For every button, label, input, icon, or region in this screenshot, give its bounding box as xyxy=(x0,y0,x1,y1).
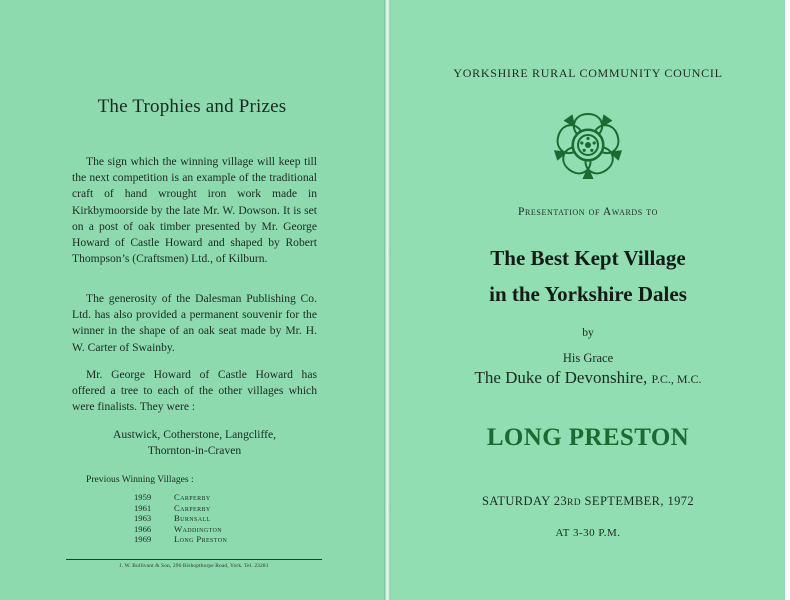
page-edge xyxy=(785,0,790,600)
winner-village: Waddington xyxy=(174,523,222,534)
trophies-title: The Trophies and Prizes xyxy=(97,96,287,117)
imprint-divider xyxy=(66,559,322,560)
date-day: SATURDAY 23 xyxy=(481,494,568,508)
his-grace-line: His Grace xyxy=(562,351,614,365)
winner-village: Carperby xyxy=(174,492,211,502)
event-headline xyxy=(391,240,785,312)
date-month-year: SEPTEMBER, 1972 xyxy=(581,494,695,508)
winner-year: 1966 xyxy=(134,523,152,534)
time-suffix: P.M. xyxy=(598,527,621,539)
winner-year: 1961 xyxy=(134,502,152,513)
trophy-sign-paragraph: The sign which the winning village will keep till the next competition is an example of the traditional craft of hand wrought iron work made in Kirkbymoorside by the late Mr. W. Dowson. It is set on a post of oak timber presented by Mr. George Howard of Castle Howard and shaped by Robert Thompson’s (Craftsmen) Ltd., of Kilburn. xyxy=(72,155,317,266)
printer-imprint: J. W. Bullivant & Son, 296 Bishopthorpe Road, York. Tel. 23281 xyxy=(119,563,269,569)
presenter-honours: P.C., M.C. xyxy=(651,372,702,386)
rose-emblem xyxy=(391,109,785,181)
date-suffix: RD xyxy=(567,498,582,508)
headline-line: The Best Kept Village xyxy=(490,246,686,270)
finalists-line: Austwick, Cotherstone, Langcliffe, xyxy=(112,428,277,441)
page-spine xyxy=(384,0,391,600)
winner-village: Long Preston xyxy=(174,534,228,545)
dalesman-paragraph: The generosity of the Dalesman Publishing Co. Ltd. has also provided a permanent souvenir for the winner in the shape of an oak seat made by Mr. H. W. Carter of Swainby. xyxy=(72,292,317,354)
tree-paragraph: Mr. George Howard of Castle Howard has offered a tree to each of the other villages which were finalists. They were : xyxy=(72,368,317,414)
headline-line: in the Yorkshire Dales xyxy=(489,282,687,306)
winner-year: 1969 xyxy=(134,534,152,545)
previous-winners-list xyxy=(134,492,227,545)
winning-village: LONG PRESTON xyxy=(486,424,690,451)
winner-row xyxy=(134,492,227,503)
finalists-list xyxy=(72,427,317,459)
winner-village: Burnsall xyxy=(174,513,211,524)
winner-row xyxy=(134,513,227,524)
time-at: AT xyxy=(555,527,570,539)
time-value: 3-30 xyxy=(572,527,596,539)
winner-year: 1959 xyxy=(134,492,152,502)
finalists-line: Thornton-in-Craven xyxy=(147,444,242,458)
yorkshire-rose-icon xyxy=(550,109,626,181)
by-line: by xyxy=(582,327,594,339)
event-time xyxy=(391,527,785,539)
winner-row xyxy=(134,534,227,545)
winner-year: 1963 xyxy=(134,513,152,524)
council-name: YORKSHIRE RURAL COMMUNITY COUNCIL xyxy=(453,66,723,80)
presentation-line: Presentation of Awards to xyxy=(517,206,659,218)
presenter-name: The Duke of Devonshire, xyxy=(474,368,648,387)
event-date xyxy=(391,494,785,509)
previous-winners-heading: Previous Winning Villages : xyxy=(86,474,194,485)
winner-row xyxy=(134,503,227,514)
winner-row xyxy=(134,524,227,535)
winner-village: Carperby xyxy=(174,502,211,513)
presenter-line xyxy=(391,368,785,388)
